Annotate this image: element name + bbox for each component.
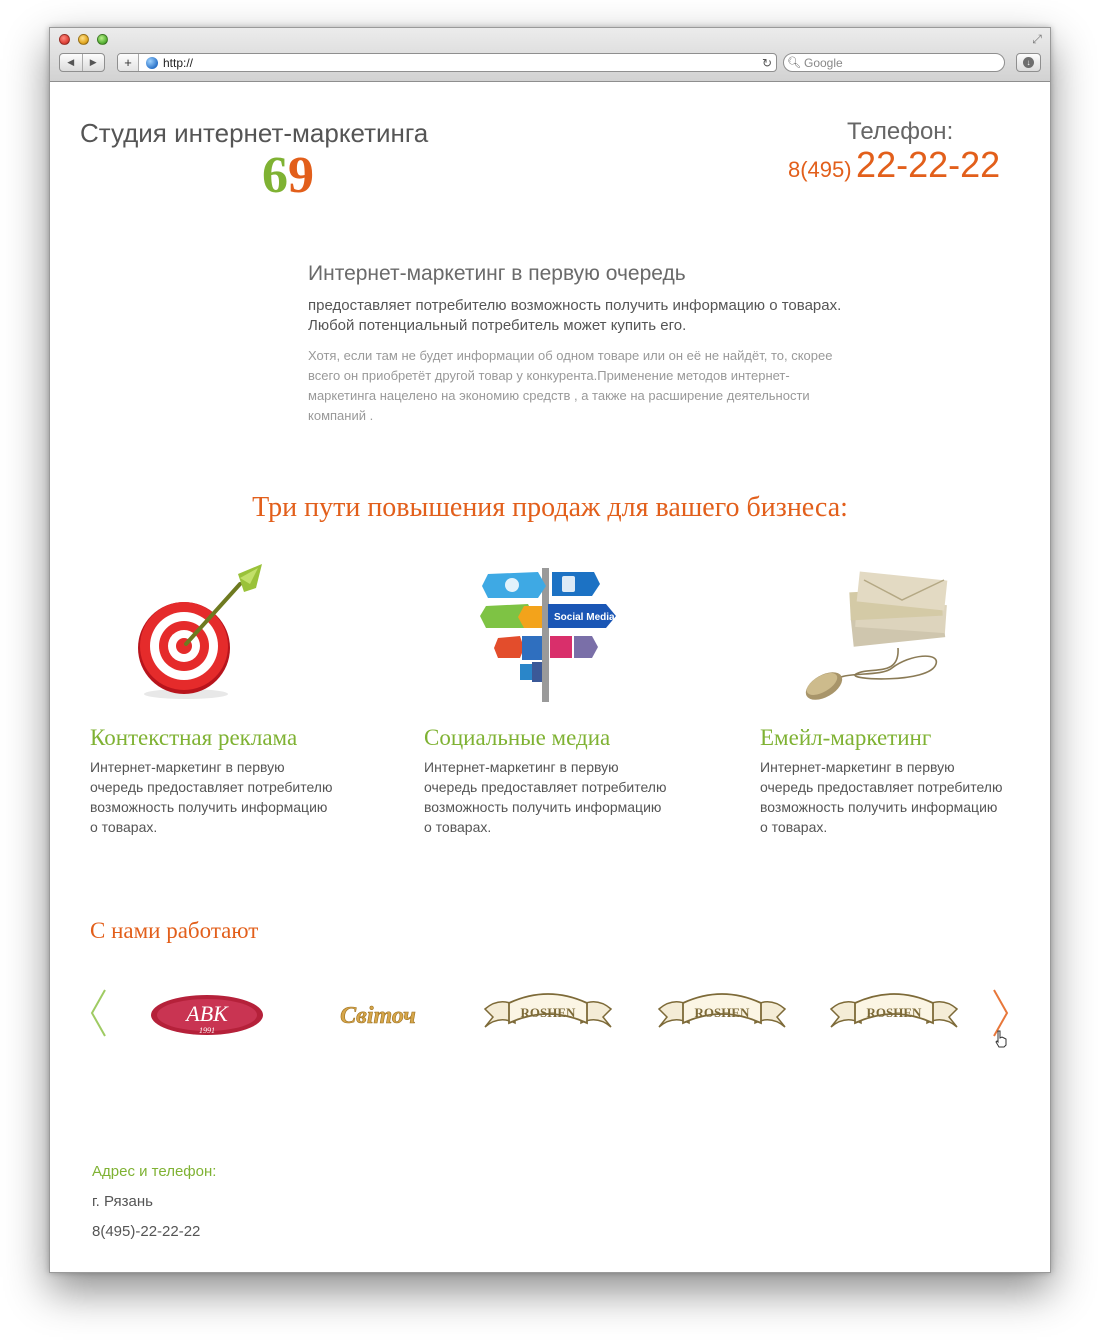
partner-logo-text: ROSHEN [520,1005,576,1020]
feature-contextual-ads [90,558,340,837]
partner-logo-avk[interactable] [148,986,266,1044]
download-icon: ↓ [1023,57,1034,68]
intro-text: Хотя, если там не будет информации об одном товаре или он её не найдёт, то, скорее всего он приобретёт другой товар у конкурента.Применение методов интернет-маркетинга нацелено на экономию средств , а также на расширение деятельности компаний . [308,348,833,423]
zoom-window-button[interactable] [97,34,108,45]
url-field[interactable]: http:// [163,55,194,70]
target-dart-icon [90,558,290,703]
partner-logo-svitoch[interactable] [328,986,428,1044]
phone-number: 22-22-22 [856,144,1001,185]
search-input[interactable] [783,53,1005,72]
partners-title: С нами работают [90,918,259,943]
search-icon: 🔍︎ [787,57,801,69]
footer-city: г. Рязань [92,1193,153,1210]
hand-cursor-icon [994,1030,1008,1048]
feature-text: Интернет-маркетинг в первую очередь предоставляет потребителю возможность получить информацию о товарах. [760,759,1003,835]
back-button[interactable]: ◀ [67,57,75,67]
feature-text: Интернет-маркетинг в первую очередь предоставляет потребителю возможность получить информацию о товарах. [90,759,333,835]
header-phone [788,144,1000,186]
reload-icon[interactable]: ↻ [761,55,773,70]
envelopes-mouse-icon [760,558,960,703]
partner-logo-roshen[interactable] [652,986,792,1044]
footer-label: Адрес и телефон: [92,1163,217,1180]
browser-window [49,27,1051,1273]
feature-text: Интернет-маркетинг в первую очередь предоставляет потребителю возможность получить информацию о товарах. [424,759,667,835]
page-content [50,82,1050,1272]
intro-block [308,262,848,426]
logo[interactable] [262,146,314,206]
partner-logo-roshen[interactable] [478,986,618,1044]
social-media-sign-label: Social Media [554,612,615,623]
forward-button[interactable]: ▶ [82,54,105,71]
new-tab-button[interactable]: + [118,54,139,71]
feature-social-media [424,558,674,837]
ways-title: Три пути повышения продаж для вашего бизнеса: [252,492,848,523]
footer-phone: 8(495)-22-22-22 [92,1223,201,1240]
close-window-button[interactable] [59,34,70,45]
feature-title[interactable]: Социальные медиа [424,725,611,750]
globe-icon [146,57,158,69]
feature-title[interactable]: Емейл-маркетинг [760,725,932,750]
partner-logo-text: АВК [186,1001,228,1026]
chevron-left-icon[interactable] [89,988,109,1038]
partner-logo-text: Світоч [340,1003,416,1029]
fullscreen-icon[interactable]: ⤢ [1032,32,1042,46]
phone-label: Телефон: [847,118,954,145]
feature-email-marketing [760,558,1010,837]
partner-logo-year: 1991 [199,1026,215,1035]
downloads-button[interactable] [1016,53,1041,72]
search-placeholder: Google [804,55,843,70]
intro-lead: предоставляет потребителю возможность получить информацию о товарах. Любой потенциальный потребитель может купить его. [308,297,842,334]
address-bar[interactable] [117,53,777,72]
logo-digit-six: 6 [262,147,288,204]
intro-title: Интернет-маркетинг в первую очередь [308,262,686,285]
browser-toolbar [50,28,1050,82]
partner-logo-text: ROSHEN [694,1005,750,1020]
partner-logo-text: ROSHEN [866,1005,922,1020]
partner-logo-roshen[interactable] [824,986,964,1044]
phone-code: 8(495) [788,157,852,182]
history-nav [59,53,105,72]
minimize-window-button[interactable] [78,34,89,45]
feature-title[interactable]: Контекстная реклама [90,725,298,750]
studio-name: Студия интернет-маркетинга [80,118,429,148]
social-signpost-icon [424,558,624,703]
logo-digit-nine: 9 [288,147,314,204]
